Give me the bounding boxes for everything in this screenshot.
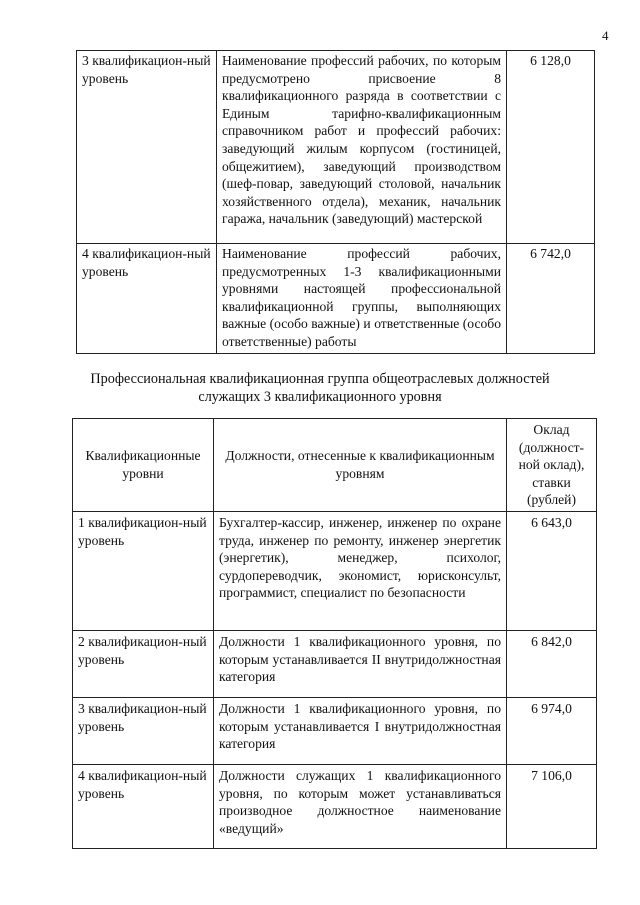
column-header-salary: Оклад (должност-ной оклад), ставки (рублей) bbox=[507, 419, 597, 512]
heading-line-2: служащих 3 квалификационного уровня bbox=[198, 389, 442, 405]
salary-value: 6 842,0 bbox=[507, 630, 597, 697]
position-description: Должности 1 квалификационного уровня, по которым устанавливается II внутридолжностная категория bbox=[214, 630, 507, 697]
qualification-level: 1 квалификацион-ный уровень bbox=[73, 511, 214, 630]
qualification-level: 3 квалификацион-ный уровень bbox=[73, 697, 214, 764]
column-header-positions: Должности, отнесенные к квалификационным уровням bbox=[214, 419, 507, 512]
qualification-level: 4 квалификацион-ный уровень bbox=[73, 764, 214, 848]
section-heading bbox=[0, 370, 640, 406]
salary-value: 7 106,0 bbox=[507, 764, 597, 848]
qualification-level: 2 квалификацион-ный уровень bbox=[73, 630, 214, 697]
salary-value: 6 128,0 bbox=[507, 51, 595, 244]
table-row bbox=[77, 244, 595, 354]
column-header-level: Квалификационные уровни bbox=[73, 419, 214, 512]
table-header-row bbox=[73, 419, 597, 512]
table-row bbox=[73, 511, 597, 630]
table-row bbox=[77, 51, 595, 244]
table-row bbox=[73, 630, 597, 697]
table-row bbox=[73, 697, 597, 764]
salary-value: 6 974,0 bbox=[507, 697, 597, 764]
position-description: Бухгалтер-кассир, инженер, инженер по охране труда, инженер по ремонту, инженер энергетик (энергетик), менеджер, психолог, сурдопереводчик, экономист, юрисконсульт, программист, специалист по безопасности bbox=[214, 511, 507, 630]
profession-description: Наименование профессий рабочих, предусмотренных 1-3 квалификационными уровнями настоящей профессиональной квалификационной группы, выполняющих важные (особо важные) и ответственные (особо ответственные) работы bbox=[217, 244, 507, 354]
workers-qualification-table bbox=[76, 50, 595, 354]
qualification-level: 3 квалификацион-ный уровень bbox=[77, 51, 217, 244]
position-description: Должности 1 квалификационного уровня, по которым устанавливается I внутридолжностная категория bbox=[214, 697, 507, 764]
salary-value: 6 742,0 bbox=[507, 244, 595, 354]
heading-line-1: Профессиональная квалификационная группа общеотраслевых должностей bbox=[90, 371, 550, 387]
employees-qualification-table bbox=[72, 418, 597, 849]
page-number: 4 bbox=[602, 28, 609, 43]
table-row bbox=[73, 764, 597, 848]
qualification-level: 4 квалификацион-ный уровень bbox=[77, 244, 217, 354]
salary-value: 6 643,0 bbox=[507, 511, 597, 630]
position-description: Должности служащих 1 квалификационного уровня, по которым может устанавливаться производное должностное наименование «ведущий» bbox=[214, 764, 507, 848]
profession-description: Наименование профессий рабочих, по которым предусмотрено присвоение 8 квалификационного разряда в соответствии с Единым тарифно-квалификационным справочником работ и профессий рабочих: заведующий жилым корпусом (гостиницей, общежитием), заведующий производством (шеф-повар, заведующий столовой, начальник хозяйственного отдела), механик, начальник гаража, начальник (заведующий) мастерской bbox=[217, 51, 507, 244]
